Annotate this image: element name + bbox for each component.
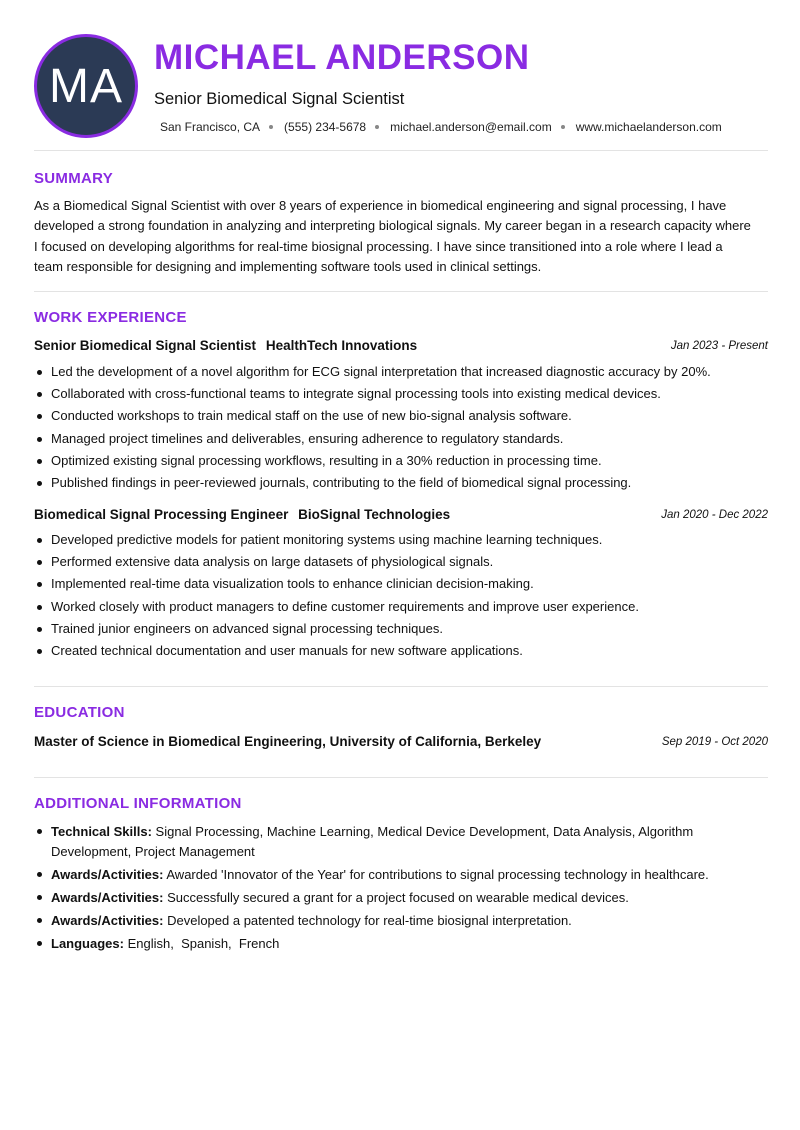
info-text: Developed a patented technology for real-time biosignal interpretation.	[167, 912, 572, 928]
education-entry	[34, 734, 768, 752]
job-header	[34, 507, 768, 525]
education-dates: Sep 2019 - Oct 2020	[661, 736, 768, 748]
info-label: Awards/Activities:	[51, 889, 164, 905]
separator-dot-icon	[269, 125, 273, 129]
summary-heading: SUMMARY	[34, 170, 114, 187]
contact-location: San Francisco, CA	[160, 120, 261, 134]
info-text: Awarded 'Innovator of the Year' for contributions to signal processing technology in healthcare.	[166, 866, 709, 882]
info-label: Languages:	[51, 935, 124, 951]
job-bullets	[34, 361, 768, 494]
list-item: Implemented real-time data visualization tools to enhance clinician decision-making.	[34, 573, 768, 595]
degree: Master of Science in Biomedical Engineering, University of California, Berkeley	[34, 734, 542, 749]
work-experience-heading: WORK EXPERIENCE	[34, 309, 187, 326]
job-role: Senior Biomedical Signal Scientist	[34, 338, 257, 353]
education-heading: EDUCATION	[34, 704, 125, 721]
avatar-initials: MA	[49, 59, 123, 113]
additional-info-heading: ADDITIONAL INFORMATION	[34, 795, 242, 812]
list-item: Published findings in peer-reviewed journals, contributing to the field of biomedical signal processing.	[34, 472, 768, 494]
list-item	[34, 888, 768, 908]
list-item: Created technical documentation and user manuals for new software applications.	[34, 640, 768, 662]
job-dates: Jan 2023 - Present	[670, 340, 768, 352]
job-header	[34, 338, 768, 356]
separator-dot-icon	[561, 125, 565, 129]
additional-info-list	[34, 822, 768, 957]
list-item: Trained junior engineers on advanced signal processing techniques.	[34, 618, 768, 640]
info-text: Successfully secured a grant for a project focused on wearable medical devices.	[167, 889, 629, 905]
job-role: Biomedical Signal Processing Engineer	[34, 507, 289, 522]
divider	[34, 291, 768, 292]
info-label: Awards/Activities:	[51, 866, 164, 882]
candidate-name: MICHAEL ANDERSON	[154, 38, 530, 77]
list-item	[34, 911, 768, 931]
divider	[34, 686, 768, 687]
job-company: HealthTech Innovations	[265, 338, 418, 353]
divider	[34, 150, 768, 151]
info-label: Awards/Activities:	[51, 912, 164, 928]
separator-dot-icon	[375, 125, 379, 129]
job-company: BioSignal Technologies	[298, 507, 451, 522]
list-item: Led the development of a novel algorithm for ECG signal interpretation that increased diagnostic accuracy by 20%.	[34, 361, 768, 383]
list-item: Conducted workshops to train medical staff on the use of new bio-signal analysis software.	[34, 405, 768, 427]
list-item	[34, 822, 768, 861]
list-item: Collaborated with cross-functional teams to integrate signal processing tools into existing medical devices.	[34, 383, 768, 405]
divider	[34, 777, 768, 778]
list-item: Optimized existing signal processing workflows, resulting in a 30% reduction in processing time.	[34, 450, 768, 472]
summary-text: As a Biomedical Signal Scientist with over 8 years of experience in biomedical engineering and signal processing, I have developed a strong foundation in analyzing and interpreting biological signals. My career began in a research capacity where I focused on developing algorithms for real-time biosignal processing. I have since transitioned into a role where I lead a team responsible for designing and implementing software tools used in clinical settings.	[34, 198, 751, 274]
avatar	[34, 34, 138, 138]
info-text: English, Spanish, French	[127, 935, 280, 951]
list-item	[34, 934, 768, 954]
contact-phone: (555) 234-5678	[284, 120, 367, 134]
list-item: Performed extensive data analysis on large datasets of physiological signals.	[34, 551, 768, 573]
contact-email[interactable]: michael.anderson@email.com	[390, 120, 552, 134]
list-item: Worked closely with product managers to define customer requirements and improve user experience.	[34, 596, 768, 618]
job-title: Senior Biomedical Signal Scientist	[154, 90, 405, 108]
list-item	[34, 865, 768, 885]
resume-header	[34, 34, 768, 138]
info-label: Technical Skills:	[51, 824, 152, 839]
contact-website[interactable]: www.michaelanderson.com	[575, 120, 722, 134]
info-text: Signal Processing, Machine Learning, Medical Device Development, Data Analysis, Algorithm Development, Project Management	[51, 824, 694, 859]
list-item: Managed project timelines and deliverables, ensuring adherence to regulatory standards.	[34, 428, 768, 450]
list-item: Developed predictive models for patient monitoring systems using machine learning techniques.	[34, 529, 768, 551]
job-dates: Jan 2020 - Dec 2022	[661, 509, 768, 521]
job-bullets	[34, 529, 768, 662]
contact-line	[160, 120, 722, 134]
